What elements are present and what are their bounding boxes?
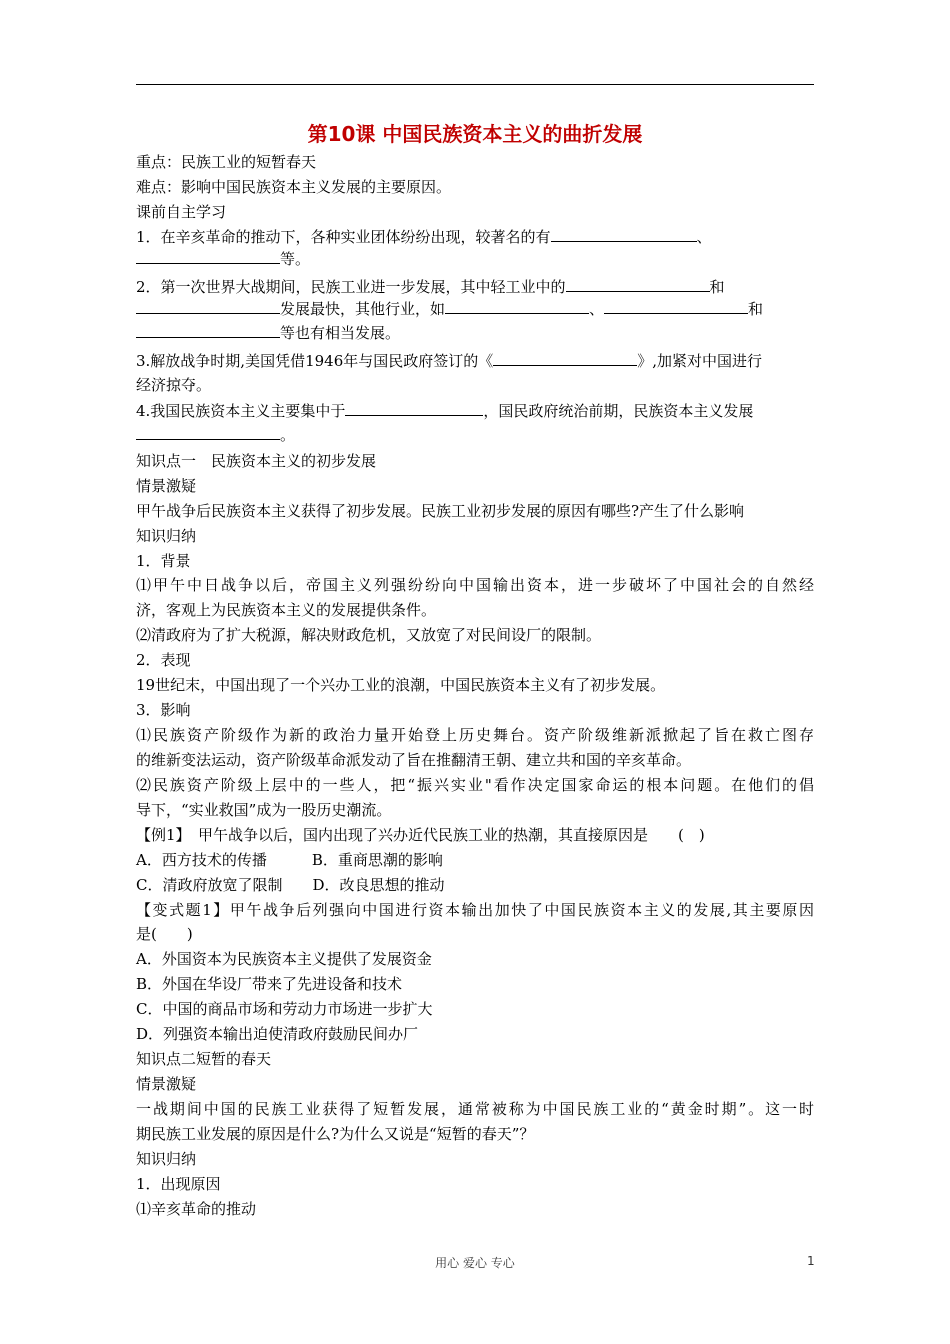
question-2-line-3 bbox=[136, 322, 400, 344]
difficult-point: 难点：影响中国民族资本主义发展的主要原因。 bbox=[136, 178, 452, 196]
conjunction: 和 bbox=[709, 278, 725, 296]
answer-blank[interactable] bbox=[566, 277, 710, 292]
kp1-manifestation-text: 19世纪末，中国出现了一个兴办工业的浪潮，中国民族资本主义有了初步发展。 bbox=[136, 676, 666, 694]
variant-1-question-a: 【变式题1】甲午战争后列强向中国进行资本输出加快了中国民族资本主义的发展,其主要原因 bbox=[136, 901, 814, 919]
question-4-line-1 bbox=[136, 400, 753, 422]
variant-1-option-a: A．外国资本为民族资本主义提供了发展资金 bbox=[136, 950, 432, 968]
lesson-title: 第10课 中国民族资本主义的曲折发展 bbox=[307, 122, 643, 146]
pre-study-heading: 课前自主学习 bbox=[136, 203, 227, 221]
header-rule bbox=[136, 84, 814, 85]
question-3-tail: 》,加紧对中国进行 bbox=[637, 352, 763, 370]
kp2-summary-label: 知识归纳 bbox=[136, 1150, 197, 1168]
question-2-line-1 bbox=[136, 276, 725, 298]
question-1-line-1 bbox=[136, 226, 712, 248]
variant-1-option-b: B．外国在华设厂带来了先进设备和技术 bbox=[136, 975, 403, 993]
answer-blank[interactable] bbox=[345, 401, 483, 416]
kp1-scenario-text: 甲午战争后民族资本主义获得了初步发展。民族工业初步发展的原因有哪些?产生了什么影响 bbox=[136, 502, 745, 520]
answer-blank[interactable] bbox=[136, 323, 280, 338]
kp1-section-manifestation: 2．表现 bbox=[136, 651, 191, 669]
key-point: 重点：民族工业的短暂春天 bbox=[136, 153, 317, 171]
answer-blank[interactable] bbox=[136, 299, 280, 314]
kp1-section-background: 1．背景 bbox=[136, 552, 191, 570]
kp2-scenario-label: 情景激疑 bbox=[136, 1075, 197, 1093]
kp2-heading: 知识点二短暂的春天 bbox=[136, 1050, 272, 1068]
question-2-line-2 bbox=[136, 298, 763, 320]
kp1-heading: 知识点一 民族资本主义的初步发展 bbox=[136, 452, 377, 470]
question-3-line-2: 经济掠夺。 bbox=[136, 376, 212, 394]
question-2-end: 等也有相当发展。 bbox=[280, 324, 401, 342]
kp1-impact-1b: 的维新变法运动，资产阶级革命派发动了旨在推翻清王朝、建立共和国的辛亥革命。 bbox=[136, 751, 692, 769]
page-footer: 用心 爱心 专心 bbox=[435, 1256, 515, 1270]
variant-1-option-c: C．中国的商品市场和劳动力市场进一步扩大 bbox=[136, 1000, 433, 1018]
answer-blank[interactable] bbox=[551, 227, 697, 242]
question-4-tail: ，国民政府统治前期，民族资本主义发展 bbox=[483, 402, 754, 420]
question-2-mid: 发展最快，其他行业，如 bbox=[280, 300, 446, 318]
question-4-text: 4.我国民族资本主义主要集中于 bbox=[136, 402, 346, 420]
kp1-impact-2b: 导下，“实业救国”成为一股历史潮流。 bbox=[136, 801, 392, 819]
kp2-scenario-text-b: 期民族工业发展的原因是什么?为什么又说是“短暂的春天”？ bbox=[136, 1125, 535, 1143]
page-number: 1 bbox=[807, 1254, 815, 1268]
kp2-section-causes: 1．出现原因 bbox=[136, 1175, 221, 1193]
question-1-line-2 bbox=[136, 248, 310, 270]
example-1-question: 【例1】 甲午战争以后，国内出现了兴办近代民族工业的热潮，其直接原因是 ( ) bbox=[136, 826, 705, 844]
question-4-line-2 bbox=[136, 424, 295, 446]
question-1-text: 1．在辛亥革命的推动下，各种实业团体纷纷出现，较著名的有 bbox=[136, 228, 551, 246]
kp1-impact-1a: ⑴民族资产阶级作为新的政治力量开始登上历史舞台。资产阶级维新派掀起了旨在救亡图存 bbox=[136, 726, 814, 744]
question-4-end: 。 bbox=[280, 426, 296, 444]
answer-blank[interactable] bbox=[136, 249, 280, 264]
variant-1-option-d: D．列强资本输出迫使清政府鼓励民间办厂 bbox=[136, 1025, 419, 1043]
variant-1-question-b: 是( ) bbox=[136, 925, 193, 943]
separator: 、 bbox=[589, 300, 605, 318]
example-1-options-cd: C．清政府放宽了限制 D．改良思想的推动 bbox=[136, 876, 445, 894]
kp1-summary-label: 知识归纳 bbox=[136, 527, 197, 545]
separator: 、 bbox=[696, 228, 712, 246]
question-2-text: 2．第一次世界大战期间，民族工业进一步发展，其中轻工业中的 bbox=[136, 278, 566, 296]
kp1-impact-2a: ⑵民族资产阶级上层中的一些人，把“振兴实业"看作决定国家命运的根本问题。在他们的倡 bbox=[136, 776, 814, 794]
conjunction: 和 bbox=[748, 300, 764, 318]
kp1-background-2: ⑵清政府为了扩大税源，解决财政危机，又放宽了对民间设厂的限制。 bbox=[136, 626, 602, 644]
kp1-background-1a: ⑴甲午中日战争以后，帝国主义列强纷纷向中国输出资本，进一步破坏了中国社会的自然经 bbox=[136, 576, 814, 594]
answer-blank[interactable] bbox=[493, 351, 637, 366]
question-1-end: 等。 bbox=[280, 250, 311, 268]
answer-blank[interactable] bbox=[445, 299, 589, 314]
kp1-section-impact: 3．影响 bbox=[136, 701, 191, 719]
kp2-cause-1: ⑴辛亥革命的推动 bbox=[136, 1200, 257, 1218]
question-3-line-1 bbox=[136, 350, 762, 372]
question-3-text: 3.解放战争时期,美国凭借1946年与国民政府签订的《 bbox=[136, 352, 494, 370]
kp1-scenario-label: 情景激疑 bbox=[136, 477, 197, 495]
example-1-options-ab: A．西方技术的传播 B．重商思潮的影响 bbox=[136, 851, 443, 869]
kp1-background-1b: 济，客观上为民族资本主义的发展提供条件。 bbox=[136, 601, 437, 619]
kp2-scenario-text-a: 一战期间中国的民族工业获得了短暂发展，通常被称为中国民族工业的“黄金时期”。这一时 bbox=[136, 1100, 814, 1118]
answer-blank[interactable] bbox=[604, 299, 748, 314]
answer-blank[interactable] bbox=[136, 425, 280, 440]
